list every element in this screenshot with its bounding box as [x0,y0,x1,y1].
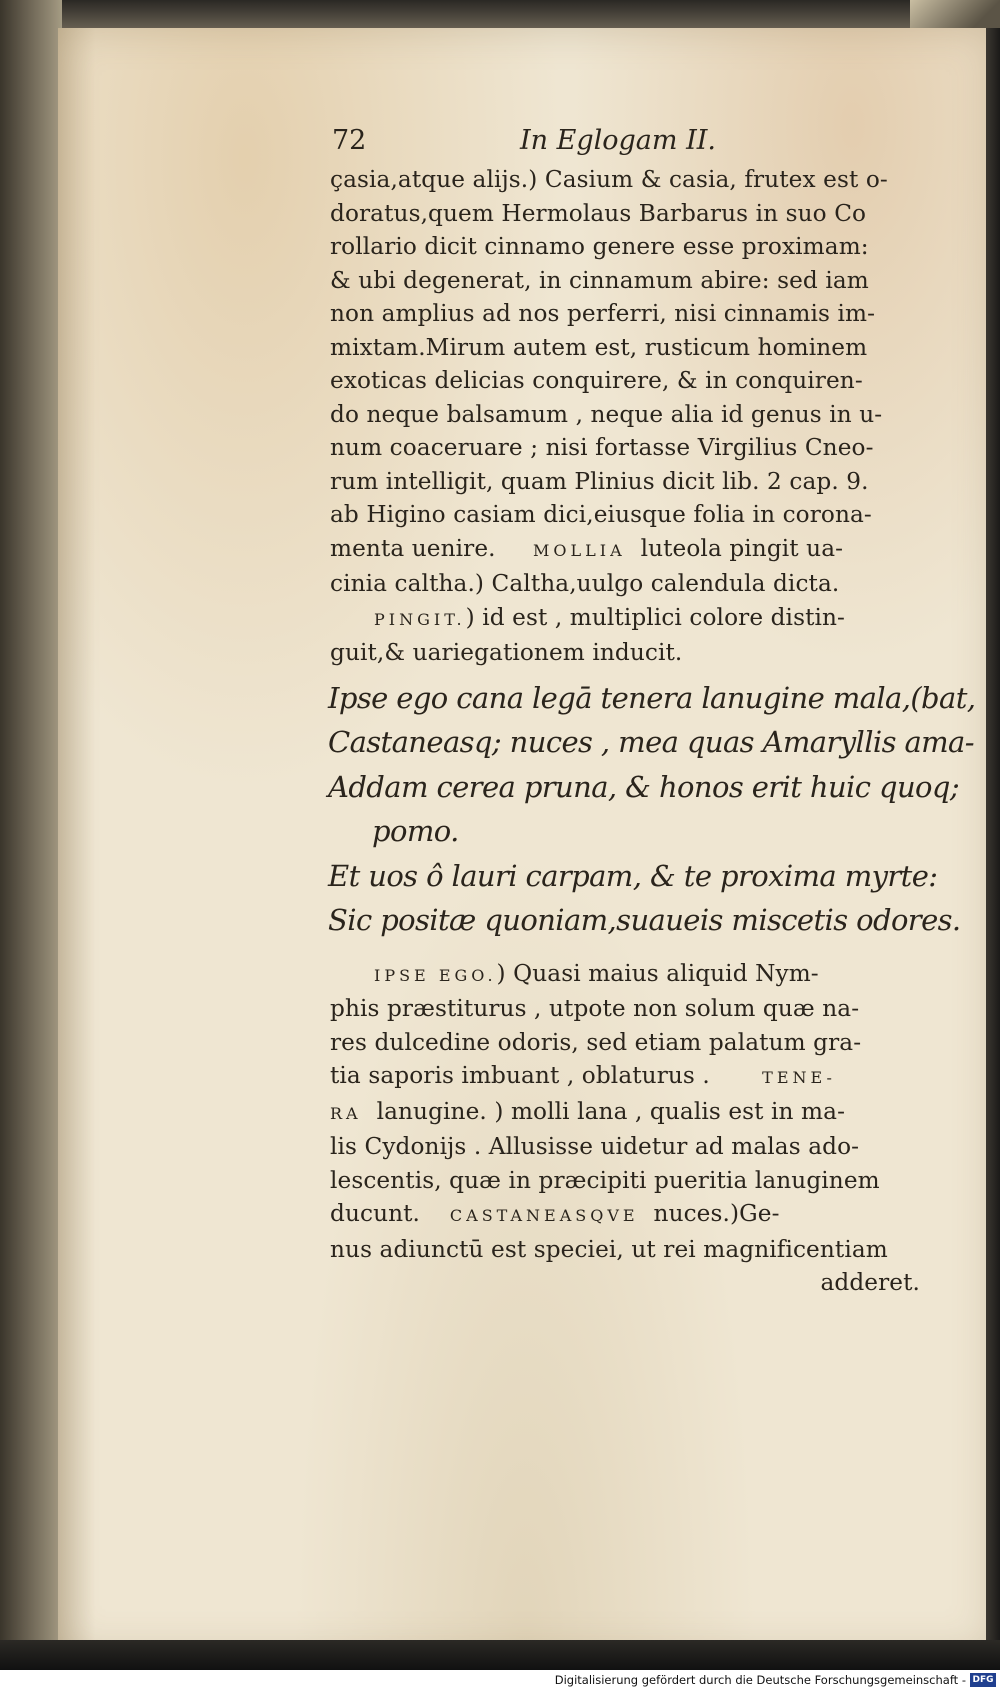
lemma-mollia: MOLLIA [533,540,626,560]
text-line: lis Cydonijs . Allusisse uidetur ad malas ado- [330,1133,860,1160]
text-line: mixtam.Mirum autem est, rusticum hominem [330,333,868,361]
page-number: 72 [332,125,367,156]
text-fragment: luteola pingit ua- [640,534,844,562]
book-top-edge [0,0,1000,30]
verse-line: Et uos ô lauri carpam, & te proxima myrte: [328,858,938,893]
lemma-ipse-ego: IPSE EGO. [374,965,497,985]
text-line: doratus,quem Hermolaus Barbarus in suo Co [330,199,867,227]
lemma-tenera-cont: RA [330,1103,362,1123]
text-fragment: ) Quasi maius aliquid Nym- [496,959,819,987]
commentary-paragraph-2 [330,957,920,1300]
verse-line: Castaneasq; nuces , mea quas Amaryllis ama- [328,725,974,759]
text-line: res dulcedine odoris, sed etiam palatum gra- [330,1028,862,1056]
verse-block [328,676,976,943]
text-fragment: ducunt. [330,1200,421,1227]
running-title: In Eglogam II. [520,125,717,156]
text-line: adderet. [820,1269,920,1296]
text-fragment: lanugine. ) molli lana , qualis est in ma- [376,1097,845,1125]
book-spine [0,0,62,1660]
text-line: cinia caltha.) Caltha,uulgo calendula dicta. [330,570,840,597]
text-line: lescentis, quæ in præcipiti pueritia lanuginem [330,1166,880,1194]
text-line: & ubi degenerat, in cinnamum abire: sed iam [330,266,869,294]
text-line: phis præstiturus , utpote non solum quæ na- [330,995,860,1022]
text-fragment: nuces.)Ge- [653,1200,780,1227]
verse-line: pomo. [372,814,459,848]
verse-line: Addam cerea pruna, & honos erit huic quoq; [328,769,960,804]
text-line: guit,& uariegationem inducit. [330,639,683,666]
text-line: num coaceruare ; nisi fortasse Virgilius Cneo- [330,434,874,461]
text-line: rollario dicit cinnamo genere esse proximam: [330,233,869,260]
text-fragment: ) id est , multiplici colore distin- [465,603,845,631]
text-line [330,1059,920,1095]
text-line [330,1095,920,1131]
dfg-logo-icon: DFG [970,1673,996,1687]
page-text-block [328,125,976,1300]
text-line [330,532,920,568]
running-header [330,125,920,163]
text-line: ab Higino casiam dici,eiusque folia in corona- [330,501,872,528]
book-right-edge [986,28,1000,1653]
text-line: rum intelligit, quam Plinius dicit lib. 2 cap. 9. [330,467,869,495]
text-line: non amplius ad nos perferri, nisi cinnamis im- [330,300,876,327]
text-fragment: tia saporis imbuant , oblaturus . [330,1062,710,1089]
digitization-footer [0,1670,1000,1691]
verse-line: Ipse ego cana legā tenera lanugine mala,(bat, [328,680,976,715]
lemma-castaneasque: CASTANEASQVE [449,1206,639,1225]
text-line [330,601,920,637]
text-line [330,957,920,993]
funding-credit: Digitalisierung gefördert durch die Deutsche Forschungsgemeinschaft - [554,1673,966,1687]
text-fragment: menta uenire. [330,534,496,562]
commentary-paragraph-1 [330,163,920,670]
text-line: exoticas delicias conquirere, & in conquiren- [330,367,863,394]
verse-line: Sic positæ quoniam,suaueis miscetis odores. [328,903,961,937]
book-bottom-edge [0,1640,1000,1670]
text-line: çasia,atque alijs.) Casium & casia, frutex est o- [330,166,888,193]
lemma-pingit: PINGIT. [374,609,466,629]
text-line [330,1197,920,1233]
text-line: do neque balsamum , neque alia id genus in u- [330,400,883,428]
lemma-tenera: TENE- [762,1068,836,1087]
text-line: nus adiunctū est speciei, ut rei magnificentiam [330,1235,888,1263]
